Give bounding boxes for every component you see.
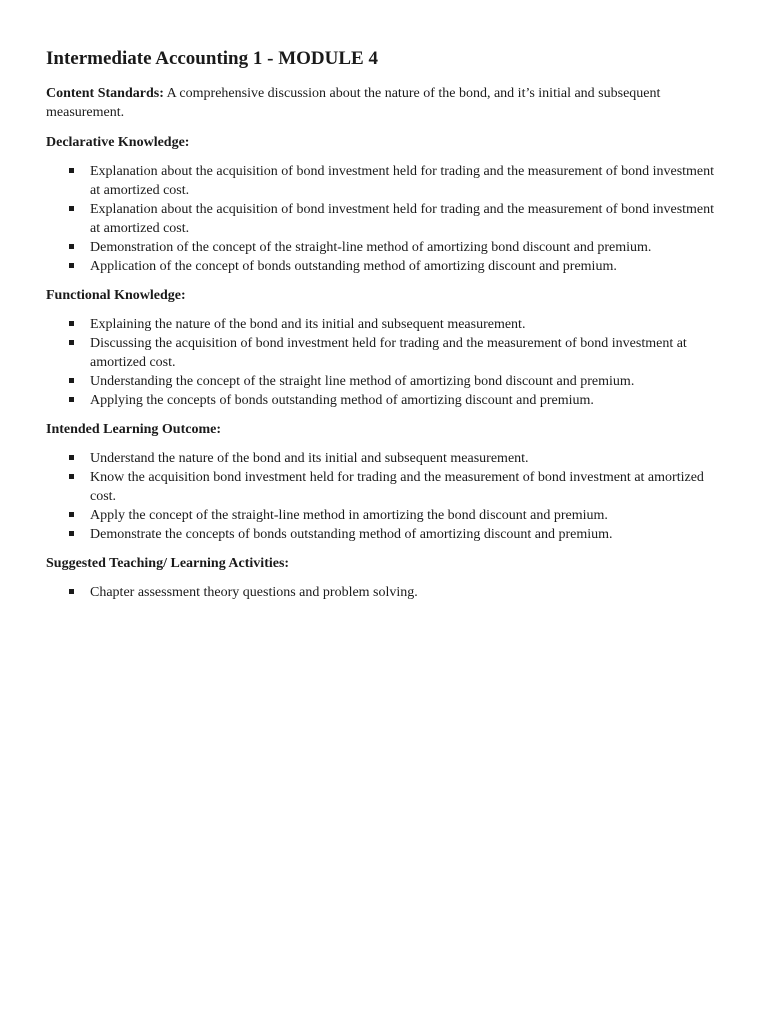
list-item-text: Explanation about the acquisition of bond investment held for trading and the measurement of bond investment at amortized cost. (90, 164, 715, 198)
list-item (46, 315, 726, 334)
content-standards-text: A comprehensive discussion about the nature of the bond, and it’s initial and subsequent measurement. (46, 86, 661, 120)
list-item-text: Application of the concept of bonds outstanding method of amortizing discount and premium. (90, 259, 617, 274)
content-standards (46, 84, 726, 122)
list-item-text: Apply the concept of the straight-line method in amortizing the bond discount and premium. (90, 508, 608, 523)
bullet-icon (69, 340, 74, 345)
outcome-list (46, 449, 726, 544)
functional-list (46, 315, 726, 410)
list-item (46, 583, 726, 602)
bullet-icon (69, 512, 74, 517)
list-item (46, 525, 726, 544)
list-item-text: Discussing the acquisition of bond investment held for trading and the measurement of bond investment at amortized cost. (90, 336, 687, 370)
bullet-icon (69, 244, 74, 249)
list-item-text: Chapter assessment theory questions and problem solving. (90, 585, 418, 600)
list-item-text: Demonstration of the concept of the straight-line method of amortizing bond discount and premium. (90, 240, 652, 255)
list-item-text: Explaining the nature of the bond and its initial and subsequent measurement. (90, 317, 526, 332)
list-item (46, 162, 726, 200)
bullet-icon (69, 531, 74, 536)
list-item (46, 257, 726, 276)
list-item (46, 238, 726, 257)
content-standards-label: Content Standards: (46, 86, 164, 101)
list-item (46, 200, 726, 238)
list-item-text: Understanding the concept of the straight line method of amortizing bond discount and premium. (90, 374, 635, 389)
list-item (46, 372, 726, 391)
document-page (46, 46, 726, 612)
list-item-text: Know the acquisition bond investment held for trading and the measurement of bond investment at amortized cost. (90, 470, 704, 504)
bullet-icon (69, 263, 74, 268)
list-item-text: Applying the concepts of bonds outstanding method of amortizing discount and premium. (90, 393, 594, 408)
activities-heading: Suggested Teaching/ Learning Activities: (46, 556, 290, 571)
declarative-list (46, 162, 726, 276)
bullet-icon (69, 397, 74, 402)
activities-list (46, 583, 726, 602)
list-item (46, 391, 726, 410)
declarative-heading: Declarative Knowledge: (46, 135, 190, 150)
list-item (46, 468, 726, 506)
bullet-icon (69, 206, 74, 211)
list-item (46, 449, 726, 468)
bullet-icon (69, 321, 74, 326)
bullet-icon (69, 168, 74, 173)
list-item (46, 334, 726, 372)
outcome-heading: Intended Learning Outcome: (46, 422, 221, 437)
bullet-icon (69, 589, 74, 594)
list-item-text: Understand the nature of the bond and its initial and subsequent measurement. (90, 451, 529, 466)
list-item-text: Demonstrate the concepts of bonds outstanding method of amortizing discount and premium. (90, 527, 613, 542)
document-title: Intermediate Accounting 1 - MODULE 4 (46, 48, 378, 69)
bullet-icon (69, 474, 74, 479)
list-item (46, 506, 726, 525)
bullet-icon (69, 378, 74, 383)
list-item-text: Explanation about the acquisition of bond investment held for trading and the measurement of bond investment at amortized cost. (90, 202, 715, 236)
functional-heading: Functional Knowledge: (46, 288, 186, 303)
bullet-icon (69, 455, 74, 460)
